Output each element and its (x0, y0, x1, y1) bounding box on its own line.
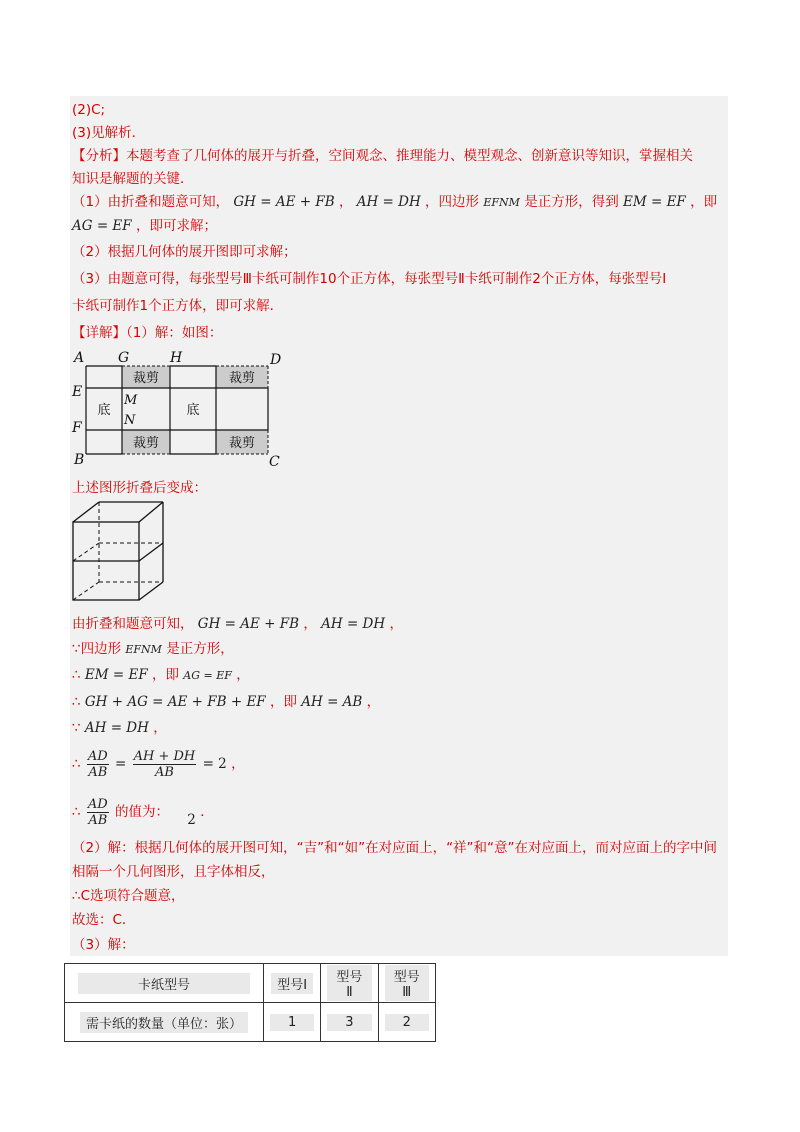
step-1-line-2 (72, 217, 217, 235)
fraction (87, 749, 109, 780)
reason-text: ， (153, 720, 167, 736)
cut-label: 裁剪 (228, 436, 256, 451)
detail-tag: 【详解】 (72, 325, 126, 341)
fraction (133, 749, 197, 780)
label-c: C (269, 454, 280, 470)
step-2-line: （2）根据几何体的展开图即可求解； (72, 244, 297, 260)
cuboid-figure (70, 498, 170, 608)
reason-text: 由折叠和题意可知， (72, 616, 194, 632)
fraction (87, 797, 109, 828)
reason-1 (72, 615, 403, 633)
step-1-text: ，四边形 (425, 194, 480, 210)
reason-text: ∴ (72, 804, 81, 820)
detail-text: （1）解：如图： (126, 325, 223, 341)
formula: AH = DH (321, 616, 386, 632)
label-n: N (124, 413, 136, 428)
numerator: AD (87, 748, 108, 764)
formula: EFNM (125, 643, 162, 656)
formula: GH + AG = AE + FB + EF (84, 694, 266, 710)
formula: AG = EF (72, 218, 132, 234)
part-3-line: （3）解： (72, 937, 135, 953)
table-header-cell: 型号Ⅲ (378, 964, 435, 1003)
numerator: AH + DH (133, 748, 196, 764)
formula: AG = EF (183, 669, 232, 682)
reason-text: ∵ (72, 720, 81, 736)
formula: EFNM (483, 196, 520, 209)
formula: GH = AE + FB (197, 616, 300, 632)
reason-text: ，即 (151, 667, 179, 683)
step-1-text: ，即 (690, 194, 718, 210)
table-cell: 1 (264, 1003, 321, 1042)
formula: EM = EF (84, 667, 148, 683)
table-header-cell: 型号Ⅰ (264, 964, 321, 1003)
base-label: 底 (97, 403, 111, 418)
reason-text: 是正方形， (166, 641, 234, 657)
reason-2 (72, 640, 234, 659)
reason-text: ，即 (269, 694, 297, 710)
label-f: F (72, 420, 82, 436)
step-1-text: 是正方形，得到 (524, 194, 619, 210)
answer-2: (2)C; (72, 102, 106, 118)
step-3-line: （3）由题意可得，每张型号Ⅲ卡纸可制作10个正方体，每张型号Ⅱ卡纸可制作2个正方体，每张型号Ⅰ (72, 271, 667, 287)
label-m: M (124, 393, 138, 408)
reason-7 (72, 794, 214, 830)
step-1-comma: ， (338, 194, 353, 210)
answer-3: (3)见解析． (72, 125, 146, 141)
table-header-cell: 型号Ⅱ (321, 964, 378, 1003)
analysis-line-1 (72, 147, 693, 165)
label-h: H (170, 350, 183, 366)
reason-text: ∵四边形 (72, 641, 122, 657)
formula: AH = DH (84, 720, 149, 736)
table-cell: 3 (321, 1003, 378, 1042)
reason-text: 的值为： (115, 804, 169, 820)
part-2-line-1: （2）解：根据几何体的展开图可知，“吉”和“如”在对应面上，“祥”和“意”在对应面上，而对应面上的字中间 (72, 840, 718, 856)
equals: = (115, 756, 127, 772)
step-1-line (72, 193, 717, 212)
analysis-tag: 【分析】 (72, 148, 126, 164)
reason-text: ， (231, 756, 245, 772)
formula: GH = AE + FB (233, 194, 335, 210)
label-a: A (74, 350, 85, 366)
reason-text: ， (303, 616, 317, 632)
table-row-label: 需卡纸的数量（单位：张） (65, 1003, 264, 1042)
cut-label: 裁剪 (132, 436, 160, 451)
reason-3 (72, 666, 250, 685)
denominator: AB (154, 764, 174, 780)
label-b: B (74, 452, 85, 468)
step-1-text: ，即可求解； (135, 218, 217, 234)
table-header-cell: 卡纸型号 (65, 964, 264, 1003)
base-label: 底 (186, 403, 200, 418)
label-d: D (270, 352, 282, 368)
cut-label: 裁剪 (228, 371, 256, 386)
step-3-line-2: 卡纸可制作1个正方体，即可求解． (72, 298, 284, 314)
part-2-line-3: ∴C选项符合题意， (72, 888, 185, 904)
reason-text: ， (366, 694, 381, 710)
table-row (65, 1003, 436, 1042)
reason-text: ， (236, 667, 250, 683)
reason-4 (72, 693, 380, 711)
reason-text: ， (389, 616, 403, 632)
part-2-line-4: 故选：C． (72, 912, 136, 928)
reason-text: ∴ (72, 756, 81, 772)
cube-net-figure (70, 346, 290, 470)
step-1-text: （1）由折叠和题意可知， (72, 194, 230, 210)
answer-table (64, 963, 436, 1042)
label-g: G (118, 350, 130, 366)
cut-label: 裁剪 (132, 371, 160, 386)
analysis-line-2: 知识是解题的关键． (72, 171, 194, 187)
reason-text: ∴ (72, 694, 81, 710)
numerator: AD (87, 796, 108, 812)
table-row (65, 964, 436, 1003)
analysis-text: 本题考查了几何体的展开与折叠，空间观念、推理能力、模型观念、创新意识等知识，掌握相关 (126, 148, 693, 164)
reason-text: ． (200, 804, 214, 820)
reason-text: ∴ (72, 667, 81, 683)
formula: EM = EF (623, 194, 686, 210)
part-2-line-2: 相隔一个几何图形，且字体相反， (72, 864, 275, 880)
reason-5 (72, 719, 167, 737)
reason-6 (72, 746, 245, 782)
formula: AH = DH (356, 194, 421, 210)
fold-caption: 上述图形折叠后变成： (72, 480, 207, 496)
formula: AH = AB (301, 694, 363, 710)
denominator: AB (88, 812, 108, 828)
denominator: AB (88, 764, 108, 780)
table-cell: 2 (378, 1003, 435, 1042)
result: = 2 (202, 756, 227, 772)
detail-line (72, 324, 222, 342)
ratio-value: 2 (187, 812, 196, 828)
label-e: E (72, 384, 83, 400)
